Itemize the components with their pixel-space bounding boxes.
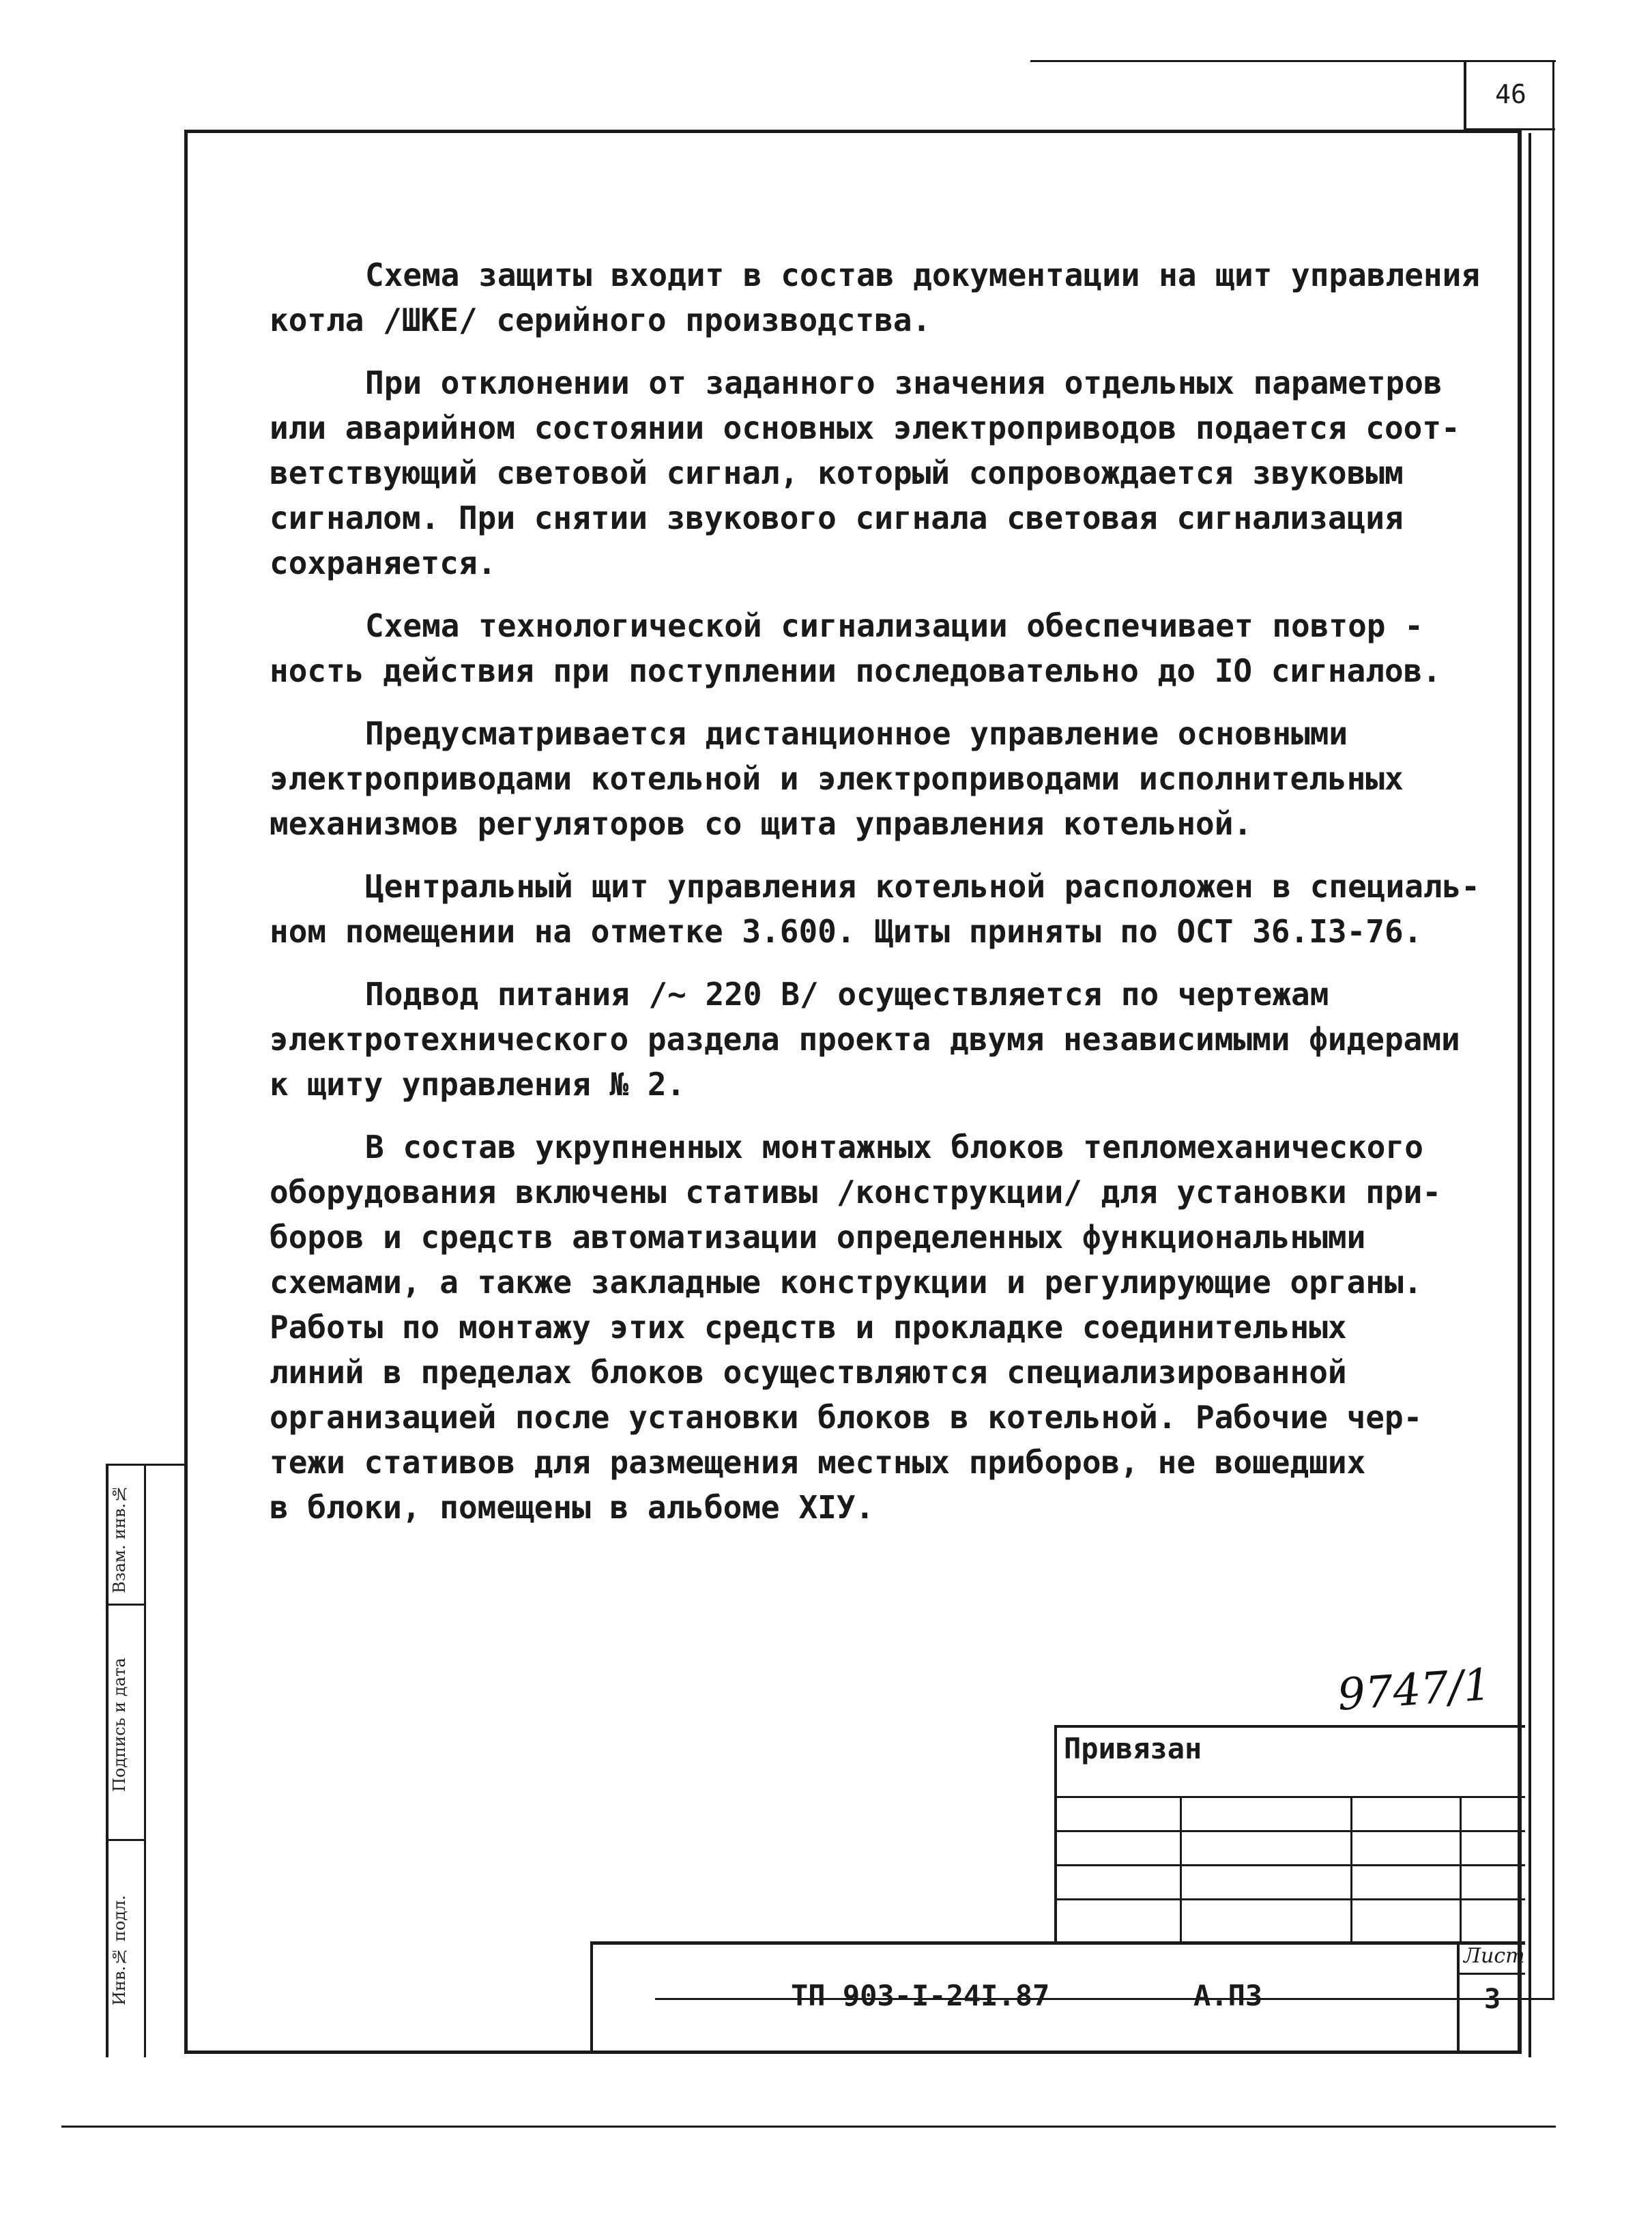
text-line: ветствующий световой сигнал, который сопровождается звуковым xyxy=(270,454,1404,491)
text-line: ном помещении на отметке 3.600. Щиты приняты по ОСТ 36.I3-76. xyxy=(270,913,1423,950)
sheet-number: 3 xyxy=(1483,1984,1501,2015)
text-line: электротехнического раздела проекта двумя независимыми фидерами xyxy=(270,1021,1460,1058)
text-line: Предусматривается дистанционное управление основными xyxy=(365,715,1348,752)
paragraph-signaling xyxy=(270,360,1491,585)
binding-label-replacement-inv: Взам. инв.№ xyxy=(110,1483,129,1594)
page-number: 46 xyxy=(1464,60,1555,130)
text-line: схемами, а также закладные конструкции и регулирующие органы. xyxy=(270,1264,1423,1301)
page-bottom-rule xyxy=(61,2126,1556,2128)
text-line: механизмов регуляторов со щита управления котельной. xyxy=(270,805,1253,842)
handwritten-archive-number: 9747/1 xyxy=(1335,1660,1493,1721)
text-line: оборудования включены стативы /конструкции/ для установки при- xyxy=(270,1174,1442,1211)
text-line: котла /ШКЕ/ серийного производства. xyxy=(270,302,931,338)
sheet-label: Лист xyxy=(1464,1944,1525,1968)
text-line: в блоки, помещены в альбоме XIУ. xyxy=(270,1489,875,1526)
tie-in-row-line xyxy=(1057,1796,1525,1798)
tie-in-label: Привязан xyxy=(1064,1732,1202,1765)
text-line: или аварийном состоянии основных электроприводов подается соот- xyxy=(270,409,1460,446)
paragraph-assembly-blocks xyxy=(270,1125,1491,1530)
paragraph-remote-control xyxy=(270,711,1491,846)
tie-in-row-line xyxy=(1057,1864,1525,1866)
text-line: тежи стативов для размещения местных приборов, не вошедших xyxy=(270,1444,1366,1481)
text-line: Работы по монтажу этих средств и прокладке соединительных xyxy=(270,1309,1347,1346)
document-suffix: А.ПЗ xyxy=(1193,1979,1263,2012)
text-body xyxy=(270,252,1491,1548)
binding-label-original-inv: Инв.№ подл. xyxy=(110,1895,129,2005)
tie-in-row-line xyxy=(1057,1830,1525,1832)
binding-strip-divider xyxy=(144,1466,146,2057)
tie-in-stamp xyxy=(1054,1725,1525,1942)
tie-in-col-line xyxy=(1180,1796,1182,1945)
title-block xyxy=(590,1941,1525,2053)
paragraph-technological-signaling xyxy=(270,603,1491,693)
paragraph-central-panel xyxy=(270,864,1491,954)
text-line: боров и средств автоматизации определенных функциональными xyxy=(270,1219,1366,1256)
text-line: Схема защиты входит в состав документации на щит управления xyxy=(365,257,1480,293)
tie-in-row-line xyxy=(1057,1898,1525,1900)
sheet-divider xyxy=(1460,1973,1525,1975)
text-line: сигналом. При снятии звукового сигнала световая сигнализация xyxy=(270,499,1404,536)
text-line: сохраняется. xyxy=(270,545,497,581)
text-line: Подвод питания /~ 220 В/ осуществляется по чертежам xyxy=(365,976,1329,1013)
document-code: ТП 903-I-24I.87 xyxy=(791,1979,1050,2012)
text-line: Схема технологической сигнализации обеспечивает повтор - xyxy=(365,607,1423,644)
text-line: организацией после установки блоков в котельной. Рабочие чер- xyxy=(270,1399,1423,1436)
text-line: В состав укрупненных монтажных блоков тепломеханического xyxy=(365,1129,1423,1165)
paragraph-power-supply xyxy=(270,972,1491,1107)
binding-strip xyxy=(106,1464,188,2057)
text-line: При отклонении от заданного значения отдельных параметров xyxy=(365,364,1443,401)
tie-in-col-line xyxy=(1460,1796,1462,1945)
text-line: электроприводами котельной и электроприводами исполнительных xyxy=(270,760,1404,797)
text-line: ность действия при поступлении последовательно до IO сигналов. xyxy=(270,652,1442,689)
text-line: к щиту управления № 2. xyxy=(270,1066,686,1103)
tie-in-col-line xyxy=(1350,1796,1352,1945)
text-line: Центральный щит управления котельной расположен в специаль- xyxy=(365,868,1480,905)
text-line: линий в пределах блоков осуществляются специализированной xyxy=(270,1354,1347,1391)
outer-right-rule xyxy=(1552,60,1554,1998)
binding-label-signature-date: Подпись и дата xyxy=(110,1657,129,1793)
paragraph-protection-scheme xyxy=(270,252,1491,343)
sheet-cell xyxy=(1457,1941,1525,2053)
